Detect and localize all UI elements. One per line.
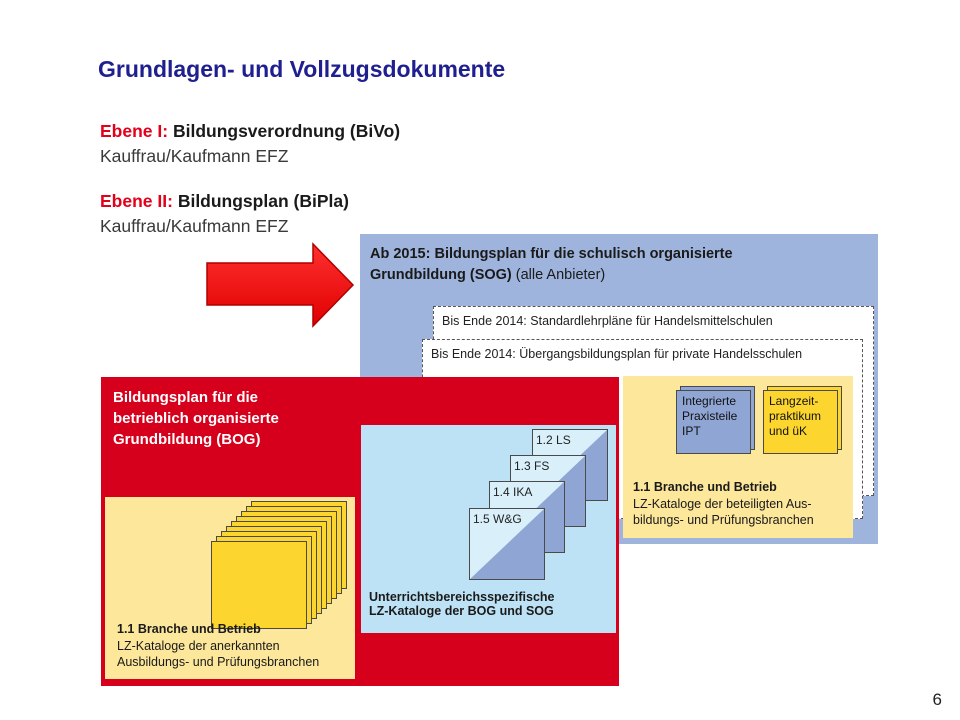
- sog-branch-title: 1.1 Branche und Betrieb: [633, 480, 777, 494]
- bog-branch-panel: [105, 497, 355, 679]
- ipt-line3: IPT: [682, 424, 701, 438]
- sog-title: [370, 244, 733, 286]
- subject-sheet-wg: [469, 508, 545, 580]
- sog-title-bold: Grundbildung (SOG): [370, 267, 512, 283]
- sog-branch-panel: [623, 376, 853, 538]
- uek-line2: praktikum: [769, 409, 822, 423]
- subject-label-fs: 1.3 FS: [514, 459, 550, 473]
- bog-branch-title: 1.1 Branche und Betrieb: [117, 622, 261, 636]
- uek-box: [763, 390, 838, 454]
- bog-title: [113, 387, 279, 450]
- subjects-panel: [361, 425, 616, 633]
- bog-branch-desc-line1: LZ-Kataloge der anerkannten: [117, 639, 280, 653]
- bog-title-line1: Bildungsplan für die: [113, 389, 258, 406]
- sog-branch-desc: [633, 496, 814, 528]
- subject-label-ika: 1.4 IKA: [493, 485, 533, 499]
- bog-title-line3: Grundbildung (BOG): [113, 431, 261, 448]
- level-2-prefix: Ebene II:: [100, 191, 173, 211]
- subjects-caption: [369, 590, 555, 618]
- subject-label-wg: 1.5 W&G: [473, 512, 522, 526]
- doc1-label: Bis Ende 2014: Standardlehrpläne für Handelsmittelschulen: [442, 314, 773, 328]
- ipt-box: [676, 390, 751, 454]
- sog-branch-desc-line1: LZ-Kataloge der beteiligten Aus-: [633, 497, 812, 511]
- level-2-heading: [100, 191, 349, 212]
- bog-branch-desc: [117, 638, 319, 670]
- level-1-name: Bildungsverordnung (BiVo): [172, 121, 401, 141]
- level-1-prefix: Ebene I:: [100, 121, 169, 141]
- page-number: 6: [932, 690, 942, 709]
- bog-branch-desc-line2: Ausbildungs- und Prüfungsbranchen: [117, 655, 320, 669]
- level-1-subtitle: Kauffrau/Kaufmann EFZ: [100, 146, 289, 166]
- uek-line3: und üK: [769, 424, 808, 438]
- sog-branch-desc-line2: bildungs- und Prüfungsbranchen: [633, 513, 814, 527]
- sog-title-line1: Ab 2015: Bildungsplan für die schulisch organisierte: [370, 246, 733, 262]
- uek-line1: Langzeit-: [769, 394, 819, 408]
- sog-title-line2: [370, 265, 733, 286]
- subject-label-ls: 1.2 LS: [536, 433, 571, 447]
- level-1-heading: [100, 121, 400, 142]
- level-2-subtitle: Kauffrau/Kaufmann EFZ: [100, 216, 289, 236]
- catalog-stack-sheet: [211, 541, 307, 629]
- subjects-caption-line1: Unterrichtsbereichsspezifische: [369, 590, 555, 604]
- subjects-caption-line2: LZ-Kataloge der BOG und SOG: [369, 604, 554, 618]
- ipt-line2: Praxisteile: [682, 409, 738, 423]
- doc2-label: Bis Ende 2014: Übergangsbildungsplan für private Handelsschulen: [431, 347, 803, 361]
- sog-title-rest: (alle Anbieter): [511, 267, 606, 283]
- level-2-name: Bildungsplan (BiPla): [177, 191, 349, 211]
- page-title: Grundlagen- und Vollzugsdokumente: [98, 56, 506, 82]
- right-arrow-icon: [205, 242, 355, 328]
- bog-title-line2: betrieblich organisierte: [113, 410, 279, 427]
- ipt-line1: Integrierte: [682, 394, 737, 408]
